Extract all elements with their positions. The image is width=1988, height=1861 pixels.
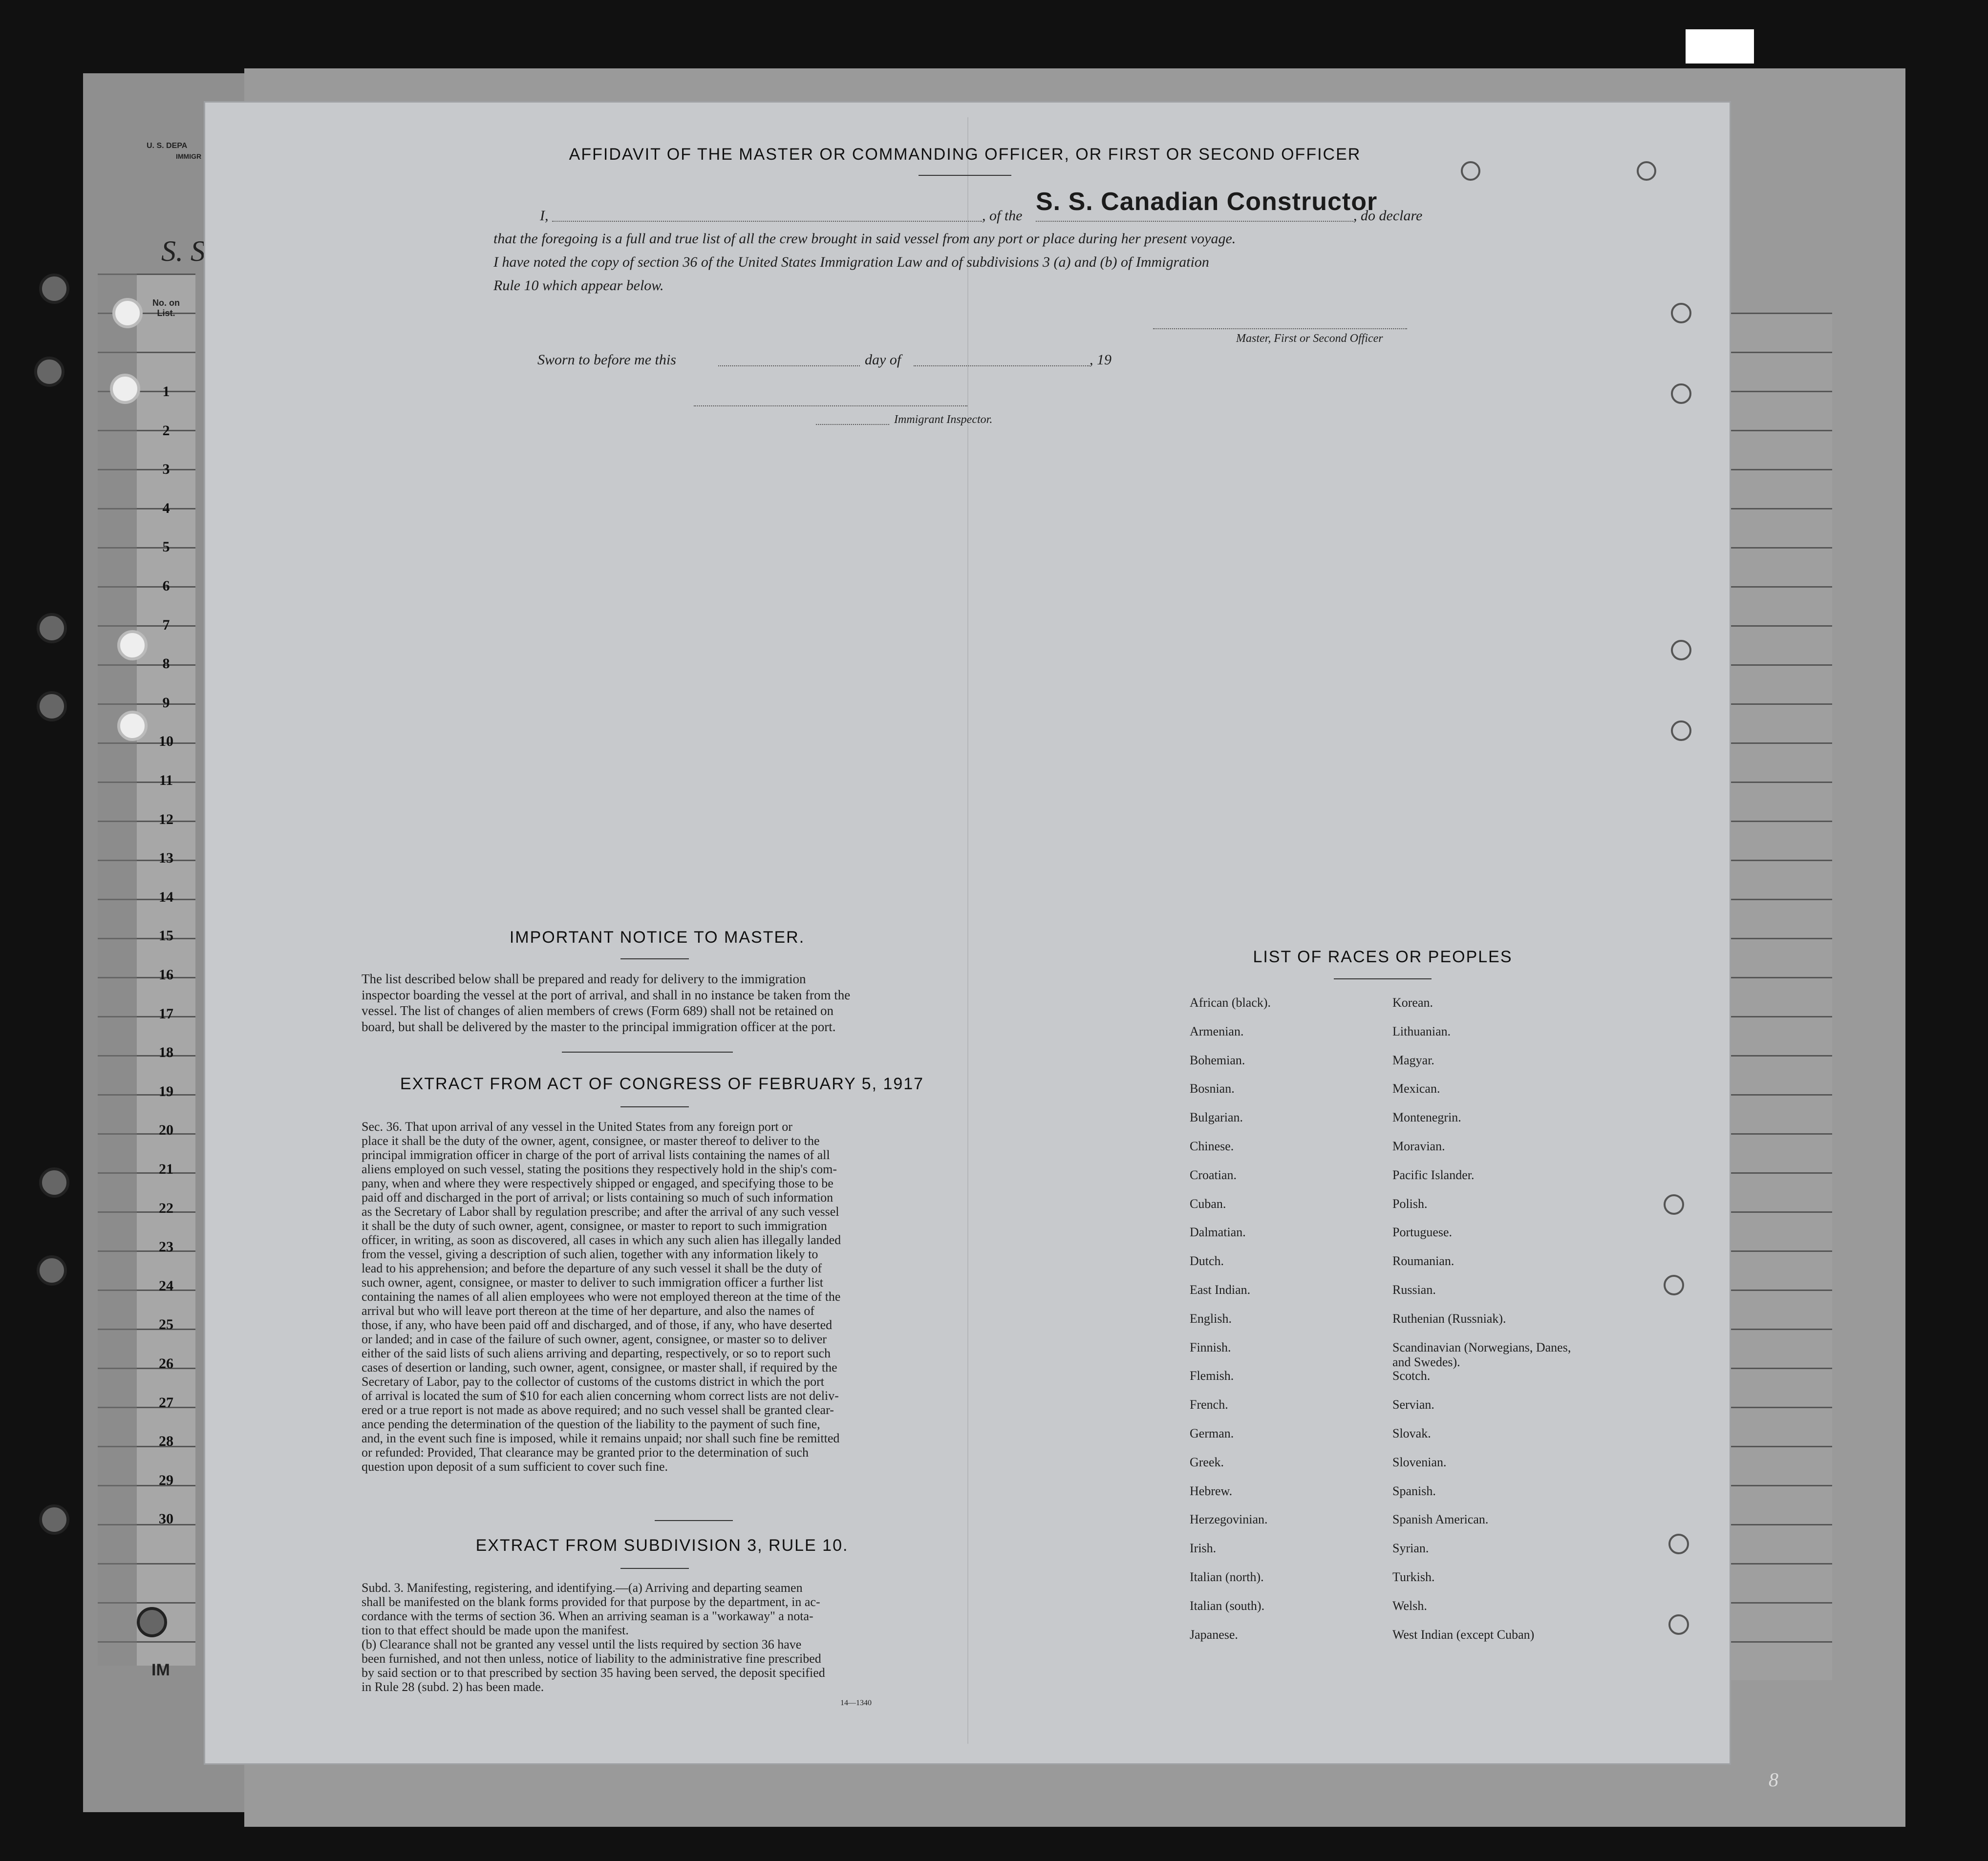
text-line: ance pending the determination of the question of the liability to the payment of such fine, [362, 1417, 820, 1431]
row-number: 20 [159, 1122, 173, 1139]
race-item: Italian (north). [1190, 1570, 1264, 1584]
act-divider [655, 1520, 733, 1521]
text-line: been furnished, and not then unless, notice of liability to the administrative fine prescribed [362, 1651, 821, 1666]
text-line: containing the names of all alien employees who were not employed thereon at the time of the [362, 1290, 841, 1304]
binder-hole [137, 1607, 167, 1637]
race-item: Mexican. [1392, 1081, 1440, 1096]
race-item: French. [1190, 1397, 1228, 1412]
text-line: from the vessel, giving a description of such alien, together with any information likely to [362, 1247, 818, 1261]
race-item: Cuban. [1190, 1196, 1226, 1211]
row-number: 29 [159, 1472, 173, 1488]
race-item: West Indian (except Cuban) [1392, 1627, 1535, 1642]
text-line: arrival but who will leave port thereon at the time of her departure, and also the names of [362, 1304, 814, 1318]
punch-hole [110, 374, 140, 404]
row-number: 24 [159, 1277, 173, 1294]
inspector-signature-line[interactable] [694, 405, 967, 406]
races-heading: LIST OF RACES OR PEOPLES [1253, 948, 1513, 966]
row-number: 1 [162, 383, 170, 400]
races-heading-rule [1334, 978, 1432, 979]
text-line: aliens employed on such vessel, stating the positions they respectively hold in the ship's com- [362, 1162, 837, 1176]
binder-hole [37, 691, 67, 721]
row-number: 23 [159, 1239, 173, 1255]
race-item: English. [1190, 1311, 1232, 1326]
race-item: Bohemian. [1190, 1053, 1245, 1067]
notice-divider [562, 1052, 733, 1053]
affidavit-heading: AFFIDAVIT OF THE MASTER OR COMMANDING OFFICER, OR FIRST OR SECOND OFFICER [569, 145, 1361, 164]
text-line: either of the said lists of such aliens arriving and departing, respectively, or so to report such [362, 1346, 831, 1360]
text-line: lead to his apprehension; and before the departure of any such vessel it shall be the duty of [362, 1261, 822, 1275]
affidavit-i: I, [540, 208, 549, 224]
text-line: pany, when and where they were respectively shipped or engaged, and specifying those to be [362, 1176, 834, 1190]
row-number: 8 [162, 656, 170, 672]
punch-hole [117, 630, 148, 660]
back-footer: IM [151, 1661, 170, 1679]
vessel-name-blank[interactable] [1036, 221, 1353, 222]
row-number: 5 [162, 539, 170, 555]
back-dept-line1: U. S. DEPA [147, 142, 188, 150]
paper-tag [1686, 29, 1754, 63]
text-line: such owner, agent, consignee, or master to deliver to such immigration officer a further list [362, 1275, 824, 1290]
race-item: Pacific Islander. [1392, 1167, 1475, 1182]
affidavit-line3: I have noted the copy of section 36 of the United States Immigration Law and of subdivisions 3 (a) and (b) of Immigration [493, 254, 1209, 270]
row-number: 13 [159, 850, 173, 867]
row-number: 17 [159, 1005, 173, 1022]
race-item: Scandinavian (Norwegians, Danes, and Swedes). [1392, 1340, 1571, 1369]
text-line: inspector boarding the vessel at the port of arrival, and shall in no instance be taken from the [362, 987, 851, 1002]
rule-text [362, 1581, 928, 1694]
inspector-label: Immigrant Inspector. [894, 413, 993, 426]
punch-hole [1461, 161, 1480, 181]
page-fold [967, 117, 968, 1744]
race-item: Herzegovinian. [1190, 1512, 1268, 1527]
race-item: Croatian. [1190, 1167, 1237, 1182]
row-number: 14 [159, 888, 173, 905]
row-number: 11 [159, 772, 173, 788]
affidavit-line4: Rule 10 which appear below. [493, 277, 664, 294]
race-item: Spanish. [1392, 1483, 1436, 1498]
affidavit-of-the: , of the [982, 208, 1023, 224]
race-item: Dalmatian. [1190, 1225, 1246, 1240]
race-item: Italian (south). [1190, 1598, 1265, 1613]
row-number: 6 [162, 578, 170, 594]
race-item: Turkish. [1392, 1570, 1435, 1584]
text-line: and, in the event such fine is imposed, while it remains unpaid; nor shall such fine be remitted [362, 1431, 840, 1445]
sheet-number: 8 [1769, 1769, 1778, 1791]
text-line: officer, in writing, as soon as discovered, all cases in which any such alien has illegally landed [362, 1233, 841, 1247]
text-line: as the Secretary of Labor shall by regulation prescribe; and after the arrival of any such vessel [362, 1205, 839, 1219]
race-item: Magyar. [1392, 1053, 1434, 1067]
row-number: 15 [159, 928, 173, 944]
text-line: cordance with the terms of section 36. When an arriving seaman is a "workaway" a nota- [362, 1609, 813, 1623]
row-number: 9 [162, 694, 170, 711]
row-number: 16 [159, 967, 173, 983]
race-item: Armenian. [1190, 1024, 1244, 1038]
row-number: 22 [159, 1200, 173, 1216]
form-code: 14—1340 [840, 1699, 872, 1707]
race-item: Irish. [1190, 1541, 1217, 1556]
back-grid-right [1725, 313, 1832, 1680]
back-column-header: No. on List. [152, 298, 180, 318]
text-line: question upon deposit of a sum sufficient to cover such fine. [362, 1459, 668, 1474]
race-item: Flemish. [1190, 1369, 1234, 1383]
text-line: Sec. 36. That upon arrival of any vessel in the United States from any foreign port or [362, 1120, 792, 1134]
row-number: 10 [159, 733, 173, 750]
text-line: or refunded: Provided, That clearance may be granted prior to the determination of such [362, 1445, 809, 1459]
race-item: Scotch. [1392, 1369, 1431, 1383]
punch-hole [1671, 383, 1691, 404]
affidavit-do-declare: , do declare [1353, 208, 1423, 224]
race-item: Slovenian. [1392, 1455, 1447, 1469]
notice-heading: IMPORTANT NOTICE TO MASTER. [509, 928, 805, 947]
race-item: Dutch. [1190, 1254, 1224, 1269]
race-item: Ruthenian (Russniak). [1392, 1311, 1506, 1326]
punch-hole [1664, 1194, 1684, 1215]
vessel-name-stamp: S. S. Canadian Constructor [1036, 188, 1378, 216]
race-item: Portuguese. [1392, 1225, 1453, 1240]
sworn-text: Sworn to before me this [537, 352, 676, 368]
row-number: 7 [162, 616, 170, 633]
punch-hole [117, 711, 148, 741]
punch-hole [1668, 1534, 1689, 1554]
act-text [362, 1120, 928, 1474]
race-item: Polish. [1392, 1196, 1428, 1211]
text-line: or landed; and in case of the failure of such owner, agent, consignee, or master so to deliver [362, 1332, 827, 1346]
binder-hole [34, 357, 64, 387]
race-item: Servian. [1392, 1397, 1434, 1412]
text-line: ered or a true report is not made as above required; and no such vessel shall be granted clear- [362, 1403, 834, 1417]
race-item: Hebrew. [1190, 1483, 1233, 1498]
race-item: Roumanian. [1392, 1254, 1454, 1269]
text-line: place it shall be the duty of the owner, agent, consignee, or master thereof to deliver to the [362, 1134, 820, 1148]
binder-hole [39, 1167, 69, 1198]
text-line: paid off and discharged in the port of arrival; or lists containing so much of such information [362, 1190, 834, 1205]
back-dept-line2: IMMIGR [176, 152, 202, 160]
race-item: Syrian. [1392, 1541, 1429, 1556]
text-line: it shall be the duty of such owner, agent, consignee, or master to report to such immigration [362, 1219, 827, 1233]
race-item: German. [1190, 1426, 1234, 1440]
race-item: East Indian. [1190, 1283, 1251, 1297]
notice-text [362, 971, 923, 1035]
row-number: 4 [162, 500, 170, 516]
punch-hole [1671, 303, 1691, 323]
punch-hole [1671, 640, 1691, 660]
text-line: vessel. The list of changes of alien members of crews (Form 689) shall not be retained on [362, 1003, 834, 1018]
row-number: 2 [162, 422, 170, 439]
row-number: 19 [159, 1083, 173, 1100]
row-number: 25 [159, 1316, 173, 1333]
signature-line[interactable] [1153, 328, 1407, 329]
row-number: 30 [159, 1511, 173, 1527]
text-line: shall be manifested on the blank forms provided for that purpose by the department, in ac- [362, 1595, 820, 1609]
race-item: Moravian. [1392, 1139, 1445, 1153]
back-grid-left [98, 274, 137, 1666]
race-item: Spanish American. [1392, 1512, 1489, 1527]
sworn-month-blank[interactable] [914, 365, 1090, 366]
row-number: 28 [159, 1433, 173, 1450]
punch-hole [1664, 1275, 1684, 1295]
punch-hole [1637, 161, 1656, 181]
race-item: Chinese. [1190, 1139, 1234, 1153]
text-line: board, but shall be delivered by the master to the principal immigration officer at the port. [362, 1019, 836, 1034]
row-number: 26 [159, 1355, 173, 1372]
sworn-day-blank[interactable] [718, 365, 860, 366]
race-item: Finnish. [1190, 1340, 1231, 1354]
race-item: Bulgarian. [1190, 1110, 1243, 1125]
signature-label: Master, First or Second Officer [1236, 332, 1383, 345]
inspector-short-line [816, 424, 889, 425]
text-line: cases of desertion or landing, such owner, agent, consignee, or master shall, if required by the [362, 1360, 837, 1375]
binder-hole [37, 1255, 67, 1286]
master-name-blank[interactable] [552, 221, 982, 222]
race-item: Japanese. [1190, 1627, 1238, 1642]
text-line: The list described below shall be prepared and ready for delivery to the immigration [362, 972, 806, 986]
text-line: by said section or to that prescribed by section 35 having been served, the deposit specified [362, 1666, 825, 1680]
punch-hole [1668, 1614, 1689, 1635]
race-item: Russian. [1392, 1283, 1436, 1297]
punch-hole [1671, 720, 1691, 741]
row-number: 3 [162, 461, 170, 478]
rule-heading: EXTRACT FROM SUBDIVISION 3, RULE 10. [475, 1536, 849, 1555]
notice-heading-rule [620, 958, 689, 959]
binder-hole [39, 1504, 69, 1535]
text-line: Secretary of Labor, pay to the collector of customs of the customs district in which the port [362, 1375, 824, 1389]
row-number: 21 [159, 1161, 173, 1177]
text-line: of arrival is located the sum of $10 for each alien concerning whom correct lists are not deliv- [362, 1389, 839, 1403]
row-number: 18 [159, 1044, 173, 1061]
race-item: Welsh. [1392, 1598, 1427, 1613]
year-text: , 19 [1090, 352, 1112, 368]
race-item: Montenegrin. [1392, 1110, 1461, 1125]
affidavit-line2: that the foregoing is a full and true list of all the crew brought in said vessel from any port or place during her present voyage. [493, 231, 1236, 247]
text-line: in Rule 28 (subd. 2) has been made. [362, 1680, 544, 1694]
race-item: African (black). [1190, 995, 1271, 1010]
text-line: those, if any, who have been paid off and discharged, and of those, if any, who have deserted [362, 1318, 833, 1332]
race-item: Korean. [1392, 995, 1433, 1010]
binder-hole [37, 613, 67, 643]
race-item: Lithuanian. [1392, 1024, 1451, 1038]
race-item: Greek. [1190, 1455, 1224, 1469]
text-line: Subd. 3. Manifesting, registering, and identifying.—(a) Arriving and departing seamen [362, 1581, 803, 1595]
text-line: tion to that effect should be made upon the manifest. [362, 1623, 629, 1637]
back-ship-prefix: S. S [161, 235, 205, 267]
affidavit-heading-rule [919, 175, 1011, 176]
act-heading-rule [620, 1106, 689, 1107]
race-item: Slovak. [1392, 1426, 1431, 1440]
day-of-text: day of [865, 352, 901, 368]
binder-hole [39, 274, 69, 304]
punch-hole [112, 298, 143, 328]
row-number: 27 [159, 1394, 173, 1411]
text-line: principal immigration officer in charge of the port of arrival lists containing the names of all [362, 1148, 830, 1162]
text-line: (b) Clearance shall not be granted any vessel until the lists required by section 36 have [362, 1637, 802, 1651]
act-heading: EXTRACT FROM ACT OF CONGRESS OF FEBRUARY 5, 1917 [400, 1075, 924, 1093]
row-number: 12 [159, 811, 173, 827]
rule-heading-rule [620, 1568, 689, 1569]
race-item: Bosnian. [1190, 1081, 1235, 1096]
